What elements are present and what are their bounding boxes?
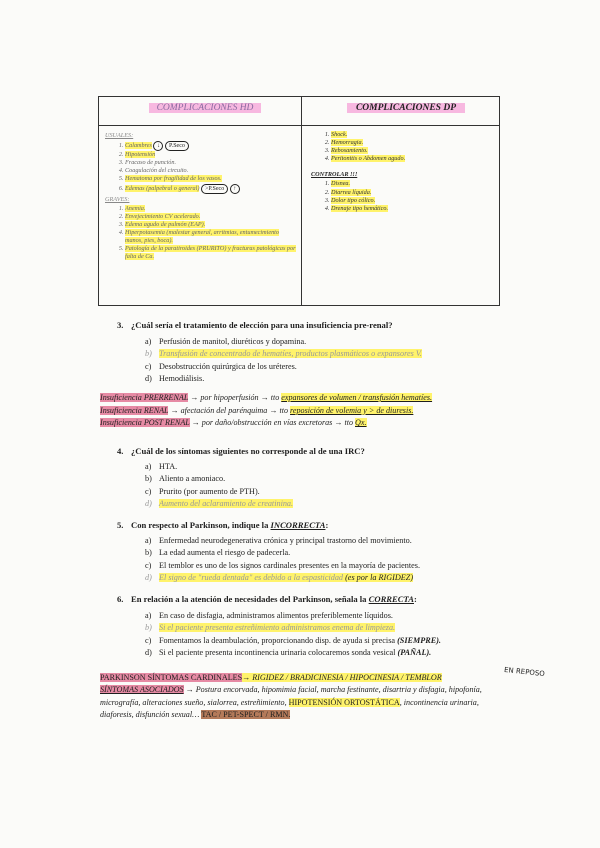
parkinson-notes xyxy=(100,672,500,722)
arrow-up-icon: ↑ xyxy=(230,184,240,194)
list-item: 4. Hiperpotasemia (malestar general, arritmias, entumecimiento manos, pies, boca). xyxy=(125,229,297,245)
graves-list xyxy=(105,205,297,262)
option-c: c) El temblor es uno de los signos cardinales presentes en la mayoría de pacientes. xyxy=(145,560,421,570)
note-prerrenal: Insuficiencia PRERRENAL → por hipoperfusión → tto expansores de volumen / transfusión hematíes. xyxy=(100,393,433,402)
question-4-options xyxy=(145,461,293,510)
list-item: 2. Hipotensión xyxy=(125,151,297,159)
option-d: d) Si el paciente presenta incontinencia urinaria colocaremos sonda vesical (PAÑAL). xyxy=(145,647,432,657)
option-b: b) La edad aumenta el riesgo de padecerla. xyxy=(145,548,291,558)
usuales-label: USUALES: xyxy=(105,132,134,139)
insuficiencia-notes xyxy=(100,392,432,430)
header-dp: COMPLICACIONES DP xyxy=(347,103,465,113)
question-6-options xyxy=(145,610,441,659)
list-item: 4. Peritonitis o Abdomen agudo. xyxy=(331,155,495,163)
question-5-options xyxy=(145,535,420,584)
option-a: a) En caso de disfagia, administramos alimentos preferiblemente líquidos. xyxy=(145,611,393,620)
pseco-note: P.Seco xyxy=(165,141,189,151)
list-item: 3. Dolor tipo cólico. xyxy=(331,197,495,205)
handwritten-note: EN REPOSO xyxy=(503,665,546,679)
list-item: 3. Fracaso de punción. xyxy=(125,159,297,167)
option-a: a) Enfermedad neurodegenerativa crónica y principal trastorno del movimiento. xyxy=(145,536,412,545)
list-item: 5. Patología de la paratiroides (PRURITO) y fracturas patológicas por falta de Ca. xyxy=(125,245,297,261)
option-d: d) El signo de "rueda dentada" es debido a la espasticidad (es por la RIGIDEZ) xyxy=(145,572,414,582)
list-item: 1. Disnea. xyxy=(331,180,495,188)
option-a: a) HTA. xyxy=(145,462,178,471)
hd-cell xyxy=(105,131,297,261)
cardinales-line: PARKINSON SÍNTOMAS CARDINALES→ RIGIDEZ / BRADICINESIA / HIPOCINESIA / TEMBLOR xyxy=(100,673,442,682)
list-item: 1. Anemia. xyxy=(125,205,297,213)
header-hd: COMPLICACIONES HD xyxy=(149,103,261,113)
question-6: 6. En relación a la atención de necesidades del Parkinson, señala la CORRECTA: xyxy=(117,594,417,604)
question-3-options xyxy=(145,336,422,385)
list-item: 3. Edema agudo de pulmón (EAP). xyxy=(125,221,297,229)
option-b: b) Transfusión de concentrado de hematíes, productos plasmáticos o expansores V. xyxy=(145,349,422,359)
pruebas-highlight: TAC / PET-SPECT / RMN. xyxy=(201,710,291,720)
question-3: 3. ¿Cuál sería el tratamiento de elección para una insuficiencia pre-renal? xyxy=(117,320,393,330)
option-a: a) Perfusión de manitol, diuréticos y dopamina. xyxy=(145,337,307,346)
list-item: 3. Rebosamiento. xyxy=(331,147,495,155)
list-item: 6. Edemas (palpebral o general) >P.Seco ↑ xyxy=(125,184,297,194)
list-item: 4. Drenaje tipo hemático. xyxy=(331,205,495,213)
list-item: 2. Hemorragia. xyxy=(331,139,495,147)
list-item: 1. Shock. xyxy=(331,131,495,139)
option-c: c) Desobstrucción quirúrgica de los uréteres. xyxy=(145,361,297,371)
dp-cell xyxy=(311,131,495,213)
option-b: b) Aliento a amoniaco. xyxy=(145,474,226,484)
usuales-list xyxy=(105,141,297,194)
list-item: 1. Calambres ↓ P.Seco xyxy=(125,141,297,151)
list-item: 4. Coagulación del circuito. xyxy=(125,167,297,175)
graves-label: GRAVES: xyxy=(105,195,130,203)
option-d: d) Aumento del aclaramiento de creatinina. xyxy=(145,498,294,508)
arrow-down-icon: ↓ xyxy=(153,141,163,151)
list-item: 2. Envejecimiento CV acelerado. xyxy=(125,213,297,221)
question-5: 5. Con respecto al Parkinson, indique la INCORRECTA: xyxy=(117,520,329,530)
option-d: d) Hemodiálisis. xyxy=(145,373,205,383)
question-4: 4. ¿Cuál de los síntomas siguientes no corresponde al de una IRC? xyxy=(117,446,365,456)
list-item: 2. Diarrea líquida. xyxy=(331,189,495,197)
complications-table xyxy=(98,96,500,306)
controlar-list xyxy=(311,180,495,212)
dp-list xyxy=(311,131,495,163)
note-renal: Insuficiencia RENAL → afectación del parénquima → tto reposición de volemia y > de diuresis. xyxy=(100,405,414,415)
asociados-block: SÍNTOMAS ASOCIADOS → Postura encorvada, hipomimia facial, marcha festinante, disartria y disfagia, hipofonía, micrografía, alteraciones sueño, sialorrea, estreñimiento, HIPOTENSIÓN ORTOSTÁTICA, incontinencia urinaria, diaforesis, disfunción sexual… TAC / PET-SPECT / RMN. xyxy=(100,685,482,720)
pseco-note-2: >P.Seco xyxy=(201,184,228,194)
header-divider xyxy=(99,125,499,126)
list-item: 5. Hematoma por fragilidad de los vasos. xyxy=(125,175,297,183)
note-postrenal: Insuficiencia POST RENAL → por daño/obstrucción en vías excretoras → tto Qx. xyxy=(100,418,367,428)
option-b: b) Si el paciente presenta estreñimiento administramos enema de limpieza. xyxy=(145,623,396,633)
column-divider xyxy=(301,97,302,305)
option-c: c) Prurito (por aumento de PTH). xyxy=(145,486,260,496)
controlar-label: CONTROLAR !!! xyxy=(311,171,358,179)
option-c: c) Fomentamos la deambulación, proporcionando disp. de ayuda si precisa (SIEMPRE). xyxy=(145,635,441,645)
